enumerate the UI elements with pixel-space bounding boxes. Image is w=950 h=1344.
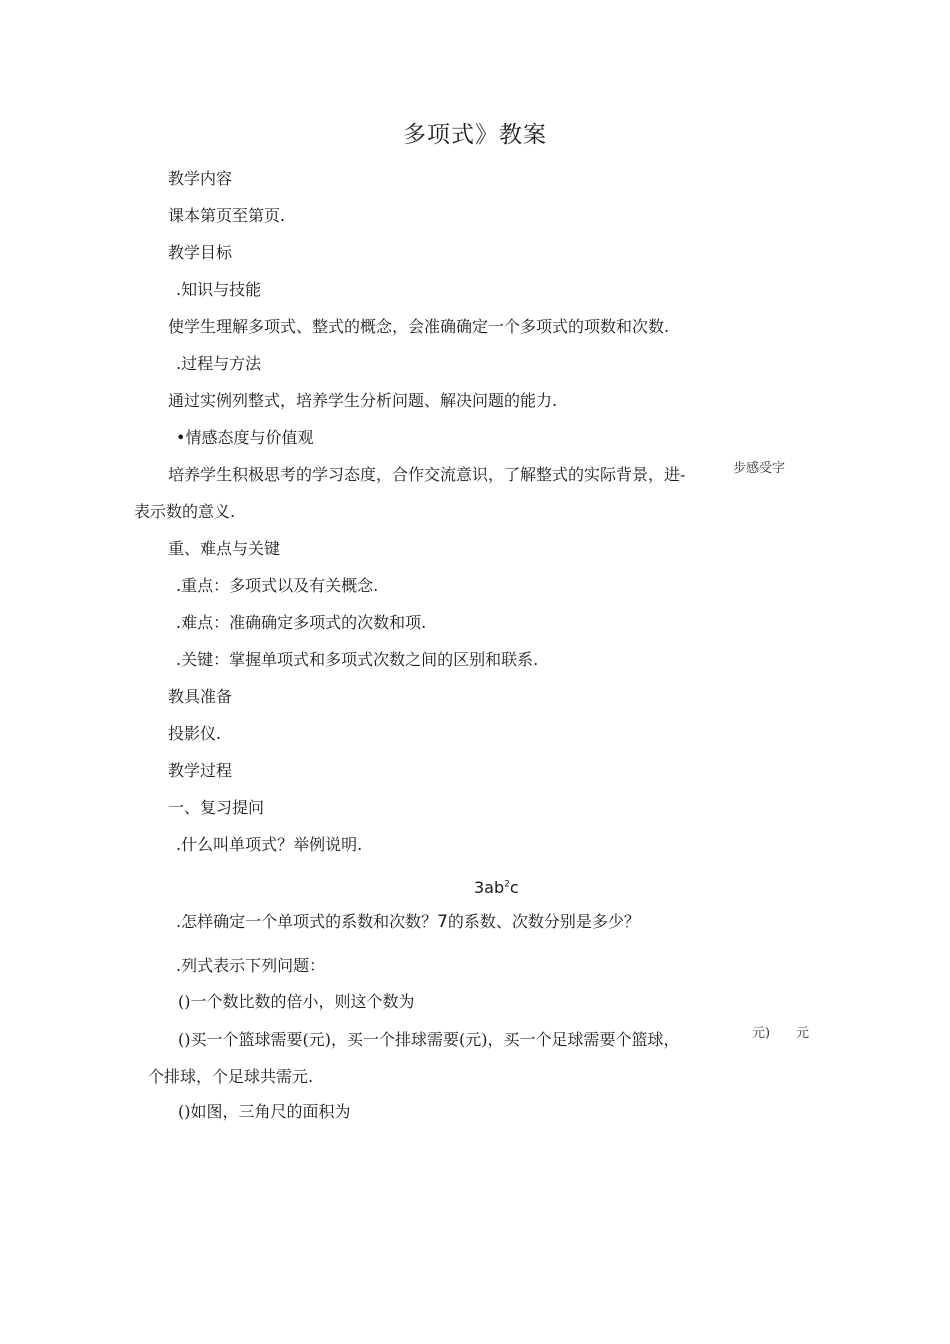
materials-text: 投影仪.	[168, 724, 222, 743]
crucial-point: .关键：掌握单项式和多项式次数之间的区别和联系.	[176, 650, 539, 669]
formula-denominator: 7	[437, 912, 448, 932]
goal-attitude: •情感态度与价值观	[176, 428, 314, 447]
goal-knowledge-text: 使学生理解多项式、整式的概念，会准确确定一个多项式的项数和次数.	[168, 317, 670, 336]
heading-key-points: 重、难点与关键	[168, 539, 281, 558]
goal-knowledge: .知识与技能	[176, 280, 262, 299]
margin-note: 元)	[752, 1026, 771, 1041]
question-3-3: ()如图，三角尺的面积为	[178, 1102, 351, 1121]
question-3-2: ()买一个篮球需要(元)，买一个排球需要(元)，买一个足球需要个篮球，	[178, 1030, 680, 1049]
heading-materials: 教具准备	[168, 687, 233, 706]
goal-process: .过程与方法	[176, 354, 262, 373]
margin-note: 元	[796, 1026, 810, 1041]
question-3-1: ()一个数比数的倍小，则这个数为	[178, 992, 415, 1011]
difficult-point: .难点：准确确定多项式的次数和项.	[176, 613, 427, 632]
heading-goals: 教学目标	[168, 243, 233, 262]
section-review: 一、复习提问	[168, 798, 265, 817]
key-point: .重点：多项式以及有关概念.	[176, 576, 379, 595]
question-2: .怎样确定一个单项式的系数和次数？7的系数、次数分别是多少？	[176, 912, 640, 932]
content-text: 课本第页至第页.	[168, 206, 286, 225]
question-1: .什么叫单项式？举例说明.	[176, 835, 363, 854]
page-title: 多项式》教案	[403, 122, 547, 148]
heading-process: 教学过程	[168, 761, 233, 780]
question-3-2-cont: 个排球，个足球共需元.	[148, 1067, 314, 1086]
formula-numerator: $3ab^2c$	[474, 878, 519, 897]
goal-attitude-text-cont: 表示数的意义.	[134, 502, 236, 521]
heading-content: 教学内容	[168, 169, 233, 188]
goal-process-text: 通过实例列整式，培养学生分析问题、解决问题的能力.	[168, 391, 558, 410]
question-3: .列式表示下列问题：	[176, 956, 326, 975]
goal-attitude-text: 培养学生积极思考的学习态度，合作交流意识，了解整式的实际背景，进-	[168, 465, 686, 484]
margin-note: 步感受字	[733, 461, 786, 476]
